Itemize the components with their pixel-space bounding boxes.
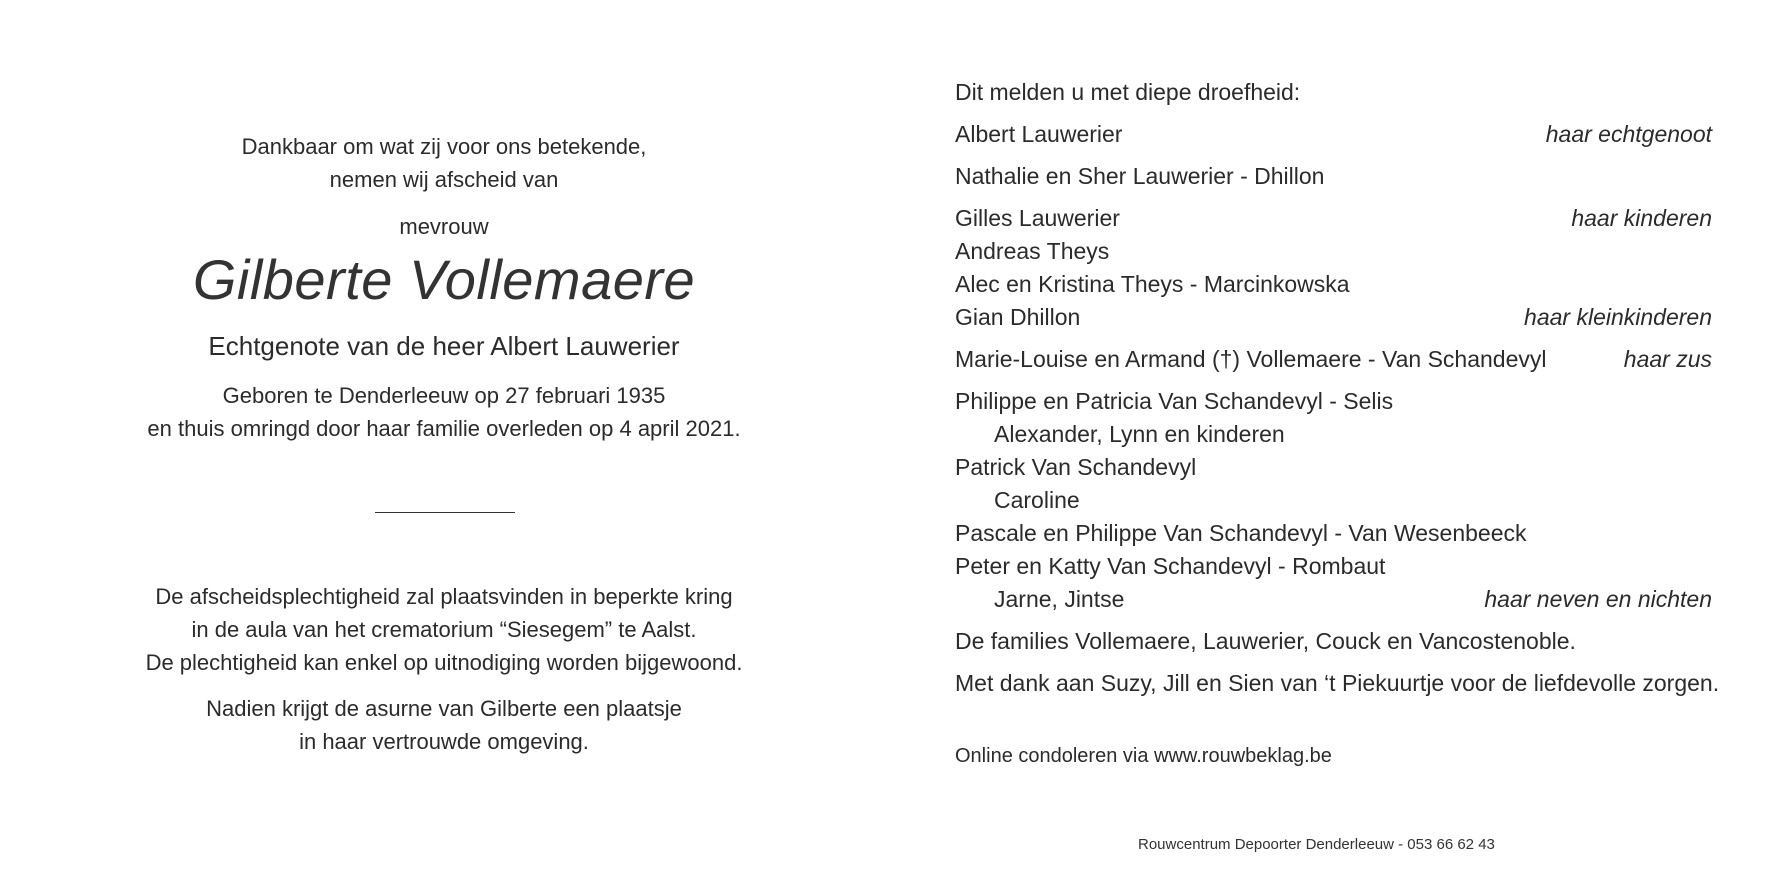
urn-line-2: in haar vertrouwde omgeving. [299, 729, 589, 754]
family-name: Gilles Lauwerier [955, 205, 1120, 231]
family-name: Alexander, Lynn en kinderen [994, 421, 1285, 447]
family-name: Andreas Theys [955, 238, 1110, 264]
deceased-name: Gilberte Vollemaere [192, 248, 696, 311]
intro-line-1: Dankbaar om wat zij voor ons betekende, [241, 134, 647, 159]
family-row [955, 118, 1712, 151]
announcement-heading [955, 76, 1712, 109]
family-row [955, 160, 1712, 193]
family-relation: haar kleinkinderen [1524, 304, 1712, 330]
family-row [955, 301, 1712, 334]
family-name: Caroline [994, 487, 1080, 513]
family-name: Patrick Van Schandevyl [955, 454, 1197, 480]
family-relation: haar echtgenoot [1545, 121, 1712, 147]
family-row [955, 343, 1712, 376]
urn-line-1: Nadien krijgt de asurne van Gilberte een plaatsje [206, 696, 682, 721]
family-name: Gian Dhillon [955, 304, 1081, 330]
family-relation: haar neven en nichten [1484, 586, 1712, 612]
footer-funeral-home: Rouwcentrum Depoorter Denderleeuw - 053 66 62 43 [1138, 836, 1495, 853]
family-row [955, 583, 1712, 616]
family-row [955, 202, 1712, 235]
family-row [955, 625, 1712, 658]
family-name: Jarne, Jintse [994, 586, 1125, 612]
spouse-line: Echtgenote van de heer Albert Lauwerier [208, 331, 680, 361]
family-row [955, 667, 1720, 700]
family-row [955, 484, 1712, 517]
family-name: Albert Lauwerier [955, 121, 1123, 147]
family-name: De families Vollemaere, Lauwerier, Couck en Vancostenoble. [955, 628, 1576, 654]
family-row [955, 385, 1712, 418]
online-condolence: Online condoleren via www.rouwbeklag.be [955, 745, 1332, 767]
title-line: mevrouw [399, 214, 489, 239]
family-name: Marie-Louise en Armand (†) Vollemaere - Van Schandevyl [955, 346, 1547, 372]
family-relation: haar zus [1623, 346, 1712, 372]
family-name: Alec en Kristina Theys - Marcinkowska [955, 271, 1350, 297]
family-name: Met dank aan Suzy, Jill en Sien van ‘t Piekuurtje voor de liefdevolle zorgen. [955, 670, 1720, 696]
family-row [955, 517, 1712, 550]
intro-line-2: nemen wij afscheid van [329, 167, 559, 192]
family-name: Peter en Katty Van Schandevyl - Rombaut [955, 553, 1386, 579]
divider-line [375, 512, 515, 513]
family-row [955, 235, 1712, 268]
ceremony-line-2: in de aula van het crematorium “Siesegem” te Aalst. [191, 617, 697, 642]
family-name: Philippe en Patricia Van Schandevyl - Selis [955, 388, 1394, 414]
birth-line: Geboren te Denderleeuw op 27 februari 1935 [222, 383, 666, 408]
ceremony-line-3: De plechtigheid kan enkel op uitnodiging worden bijgewoond. [145, 650, 743, 675]
right-panel [955, 0, 1720, 885]
family-row [955, 451, 1712, 484]
heading-text: Dit melden u met diepe droefheid: [955, 79, 1301, 105]
family-row [955, 268, 1712, 301]
family-relation: haar kinderen [1571, 205, 1712, 231]
death-line: en thuis omringd door haar familie overleden op 4 april 2021. [147, 416, 741, 441]
ceremony-line-1: De afscheidsplechtigheid zal plaatsvinden in beperkte kring [155, 584, 733, 609]
family-row [955, 418, 1712, 451]
family-name: Pascale en Philippe Van Schandevyl - Van Wesenbeeck [955, 520, 1527, 546]
family-name: Nathalie en Sher Lauwerier - Dhillon [955, 163, 1325, 189]
family-row [955, 550, 1712, 583]
